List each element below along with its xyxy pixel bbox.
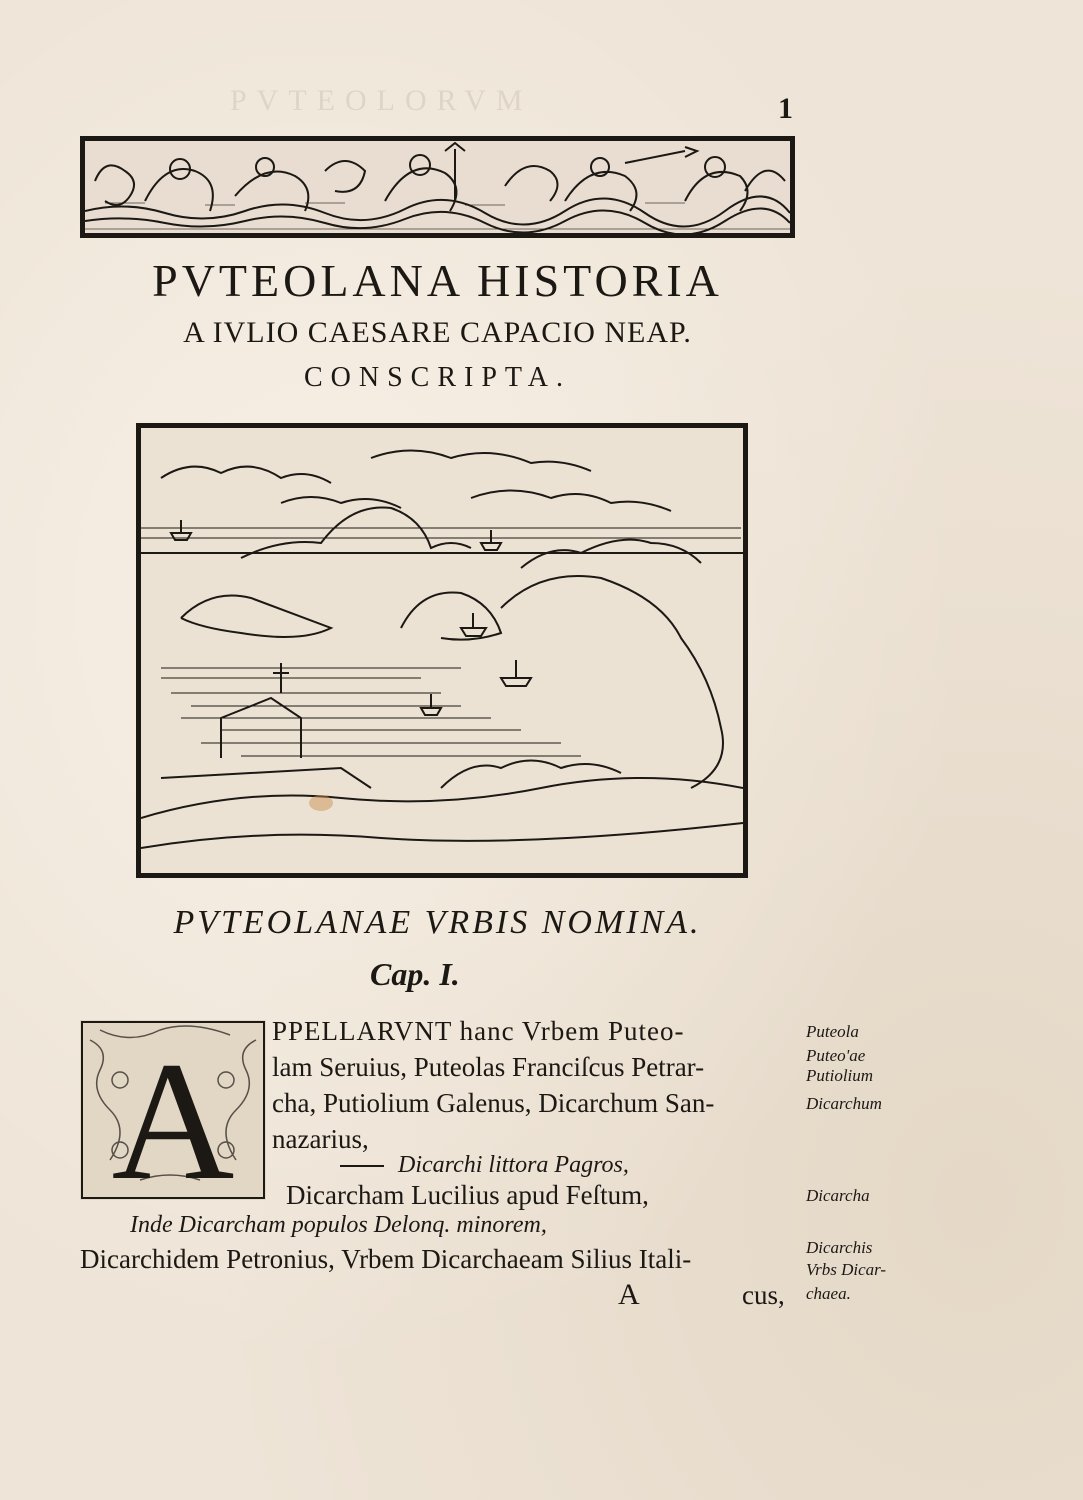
em-dash bbox=[340, 1165, 384, 1167]
chapter-number: Cap. I. bbox=[370, 956, 460, 992]
margin-note-dicarchis: Dicarchis bbox=[806, 1238, 873, 1257]
bleed-through-text: PVTEOLORVM bbox=[230, 84, 533, 117]
text-line-3: cha, Putiolium Galenus, Dicarchum San- bbox=[272, 1088, 715, 1118]
page-number: 1 bbox=[778, 92, 793, 125]
floral-ornament bbox=[80, 1020, 266, 1200]
verse-quote-2: Inde Dicarcham populos Delonq. minorem, bbox=[130, 1212, 547, 1238]
author-line: A IVLIO CAESARE CAPACIO NEAP. bbox=[183, 316, 692, 349]
text-line-2: lam Seruius, Puteolas Franciſcus Petrar- bbox=[272, 1052, 705, 1082]
initial-letter: A bbox=[111, 1027, 235, 1200]
text-line-5: Dicarcham Lucilius apud Feſtum, bbox=[286, 1180, 649, 1210]
decorated-initial bbox=[80, 1020, 266, 1200]
margin-note-dicarcha: Dicarcha bbox=[806, 1186, 870, 1205]
text-line-4: nazarius, bbox=[272, 1124, 369, 1154]
verse-quote-1 bbox=[340, 1152, 629, 1179]
margin-note-dicarchum: Dicarchum bbox=[806, 1094, 882, 1113]
chapter-heading: PVTEOLANAE VRBIS NOMINA. bbox=[173, 904, 702, 941]
decorative-header-woodcut bbox=[80, 136, 795, 238]
margin-note-putiolium: Putiolium bbox=[806, 1066, 874, 1085]
harbor-landscape-woodcut bbox=[136, 423, 748, 878]
catchword: cus, bbox=[742, 1280, 785, 1310]
text-line-6: Dicarchidem Petronius, Vrbem Dicarchaeam Silius Itali- bbox=[80, 1244, 692, 1274]
conscripta-line: CONSCRIPTA. bbox=[303, 362, 572, 393]
landscape-illustration bbox=[141, 428, 743, 873]
margin-note-chaea: chaea. bbox=[806, 1284, 851, 1303]
signature-mark: A bbox=[618, 1278, 640, 1311]
margin-note-puteolae: Puteo'ae bbox=[806, 1046, 866, 1065]
verse-quote-text-1: Dicarchi littora Pagros, bbox=[398, 1152, 629, 1178]
margin-note-vrbs-dicar: Vrbs Dicar- bbox=[806, 1260, 887, 1279]
book-title: PVTEOLANA HISTORIA bbox=[152, 255, 723, 306]
text-line-1: PPELLARVNT hanc Vrbem Puteo- bbox=[272, 1016, 685, 1046]
sea-creatures-illustration bbox=[85, 141, 790, 233]
margin-note-puteola: Puteola bbox=[806, 1022, 859, 1041]
